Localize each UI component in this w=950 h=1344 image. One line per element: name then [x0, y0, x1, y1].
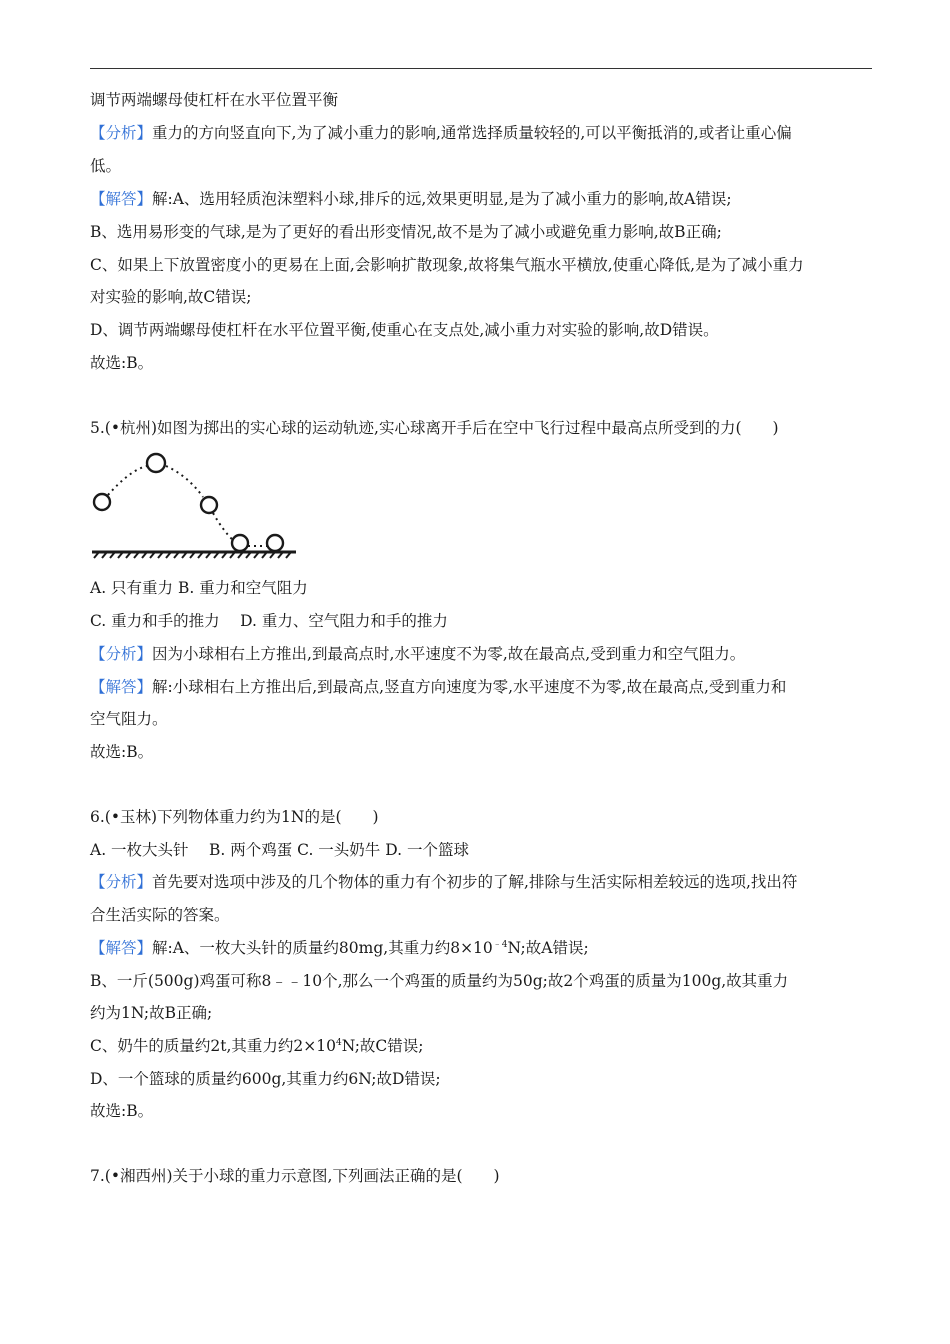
q4-option-d-text: 调节两端螺母使杠杆在水平位置平衡	[90, 91, 339, 109]
q6-answer-b-cont: 约为1N;故B正确;	[90, 1004, 213, 1022]
answer-tag: 【解答】	[90, 190, 153, 208]
q6-analysis-cont: 合生活实际的答案。	[90, 906, 230, 924]
q4-answer-c-cont: 对实验的影响,故C错误;	[90, 288, 252, 306]
trajectory-path	[108, 466, 267, 546]
analysis-tag: 【分析】	[90, 873, 153, 891]
q5-question: 5.(•杭州)如图为掷出的实心球的运动轨迹,实心球离开手后在空中飞行过程中最高点所受到的力( )	[90, 419, 779, 437]
q7-question: 7.(•湘西州)关于小球的重力示意图,下列画法正确的是( )	[90, 1167, 500, 1185]
header-rule	[90, 68, 872, 69]
ball-top	[147, 454, 165, 472]
q6-analysis: 【分析】首先要对选项中涉及的几个物体的重力有个初步的了解,排除与生活实际相差较远的选项,找出符	[90, 873, 798, 891]
analysis-tag: 【分析】	[90, 645, 153, 663]
q6-question: 6.(•玉林)下列物体重力约为1N的是( )	[90, 808, 379, 826]
q6-answer-d: D、一个篮球的质量约600g,其重力约6N;故D错误;	[90, 1070, 441, 1088]
ball-descending	[201, 497, 217, 513]
ball-trajectory-figure	[90, 446, 300, 568]
q5-answer: 【解答】解:小球相右上方推出后,到最高点,竖直方向速度为零,水平速度不为零,故在最高点,受到重力和	[90, 678, 787, 696]
q4-answer-b: B、选用易形变的气球,是为了更好的看出形变情况,故不是为了减小或避免重力影响,故B正确;	[90, 223, 722, 241]
q4-answer: 【解答】解:A、选用轻质泡沫塑料小球,排斥的远,效果更明显,是为了减小重力的影响,故A错误;	[90, 190, 732, 208]
answer-tag: 【解答】	[90, 678, 153, 696]
analysis-tag: 【分析】	[90, 124, 153, 142]
q6-options: A. 一枚大头针 B. 两个鸡蛋 C. 一头奶牛 D. 一个篮球	[90, 841, 469, 859]
q4-analysis-cont: 低。	[90, 157, 122, 175]
q5-options-ab: A. 只有重力 B. 重力和空气阻力	[90, 579, 308, 597]
ball-landing	[232, 535, 248, 551]
q6-answer-b: B、一斤(500g)鸡蛋可称8﹣﹣10个,那么一个鸡蛋的质量约为50g;故2个鸡蛋的质量为100g,故其重力	[90, 972, 789, 990]
q4-answer-d: D、调节两端螺母使杠杆在水平位置平衡,使重心在支点处,减小重力对实验的影响,故D错误。	[90, 321, 719, 339]
answer-tag: 【解答】	[90, 939, 153, 957]
q4-analysis: 【分析】重力的方向竖直向下,为了减小重力的影响,通常选择质量较轻的,可以平衡抵消的,或者让重心偏	[90, 124, 792, 142]
q6-answer: 【解答】解:A、一枚大头针的质量约80mg,其重力约$8\times 10^{﹣4}N$;故A错误;	[90, 939, 589, 957]
q5-analysis: 【分析】因为小球相右上方推出,到最高点时,水平速度不为零,故在最高点,受到重力和空气阻力。	[90, 645, 746, 663]
q4-choose: 故选:B。	[90, 354, 154, 372]
q5-options-cd: C. 重力和手的推力 D. 重力、空气阻力和手的推力	[90, 612, 448, 630]
q6-answer-c: C、奶牛的质量约2t,其重力约$2\times 10^4N$;故C错误;	[90, 1037, 424, 1055]
ball-rolling	[267, 535, 283, 551]
q5-answer-cont: 空气阻力。	[90, 710, 168, 728]
q6-choose: 故选:B。	[90, 1102, 154, 1120]
q4-answer-c: C、如果上下放置密度小的更易在上面,会影响扩散现象,故将集气瓶水平横放,使重心降低,是为了减小重力	[90, 256, 804, 274]
ball-start	[94, 494, 110, 510]
q5-choose: 故选:B。	[90, 743, 154, 761]
